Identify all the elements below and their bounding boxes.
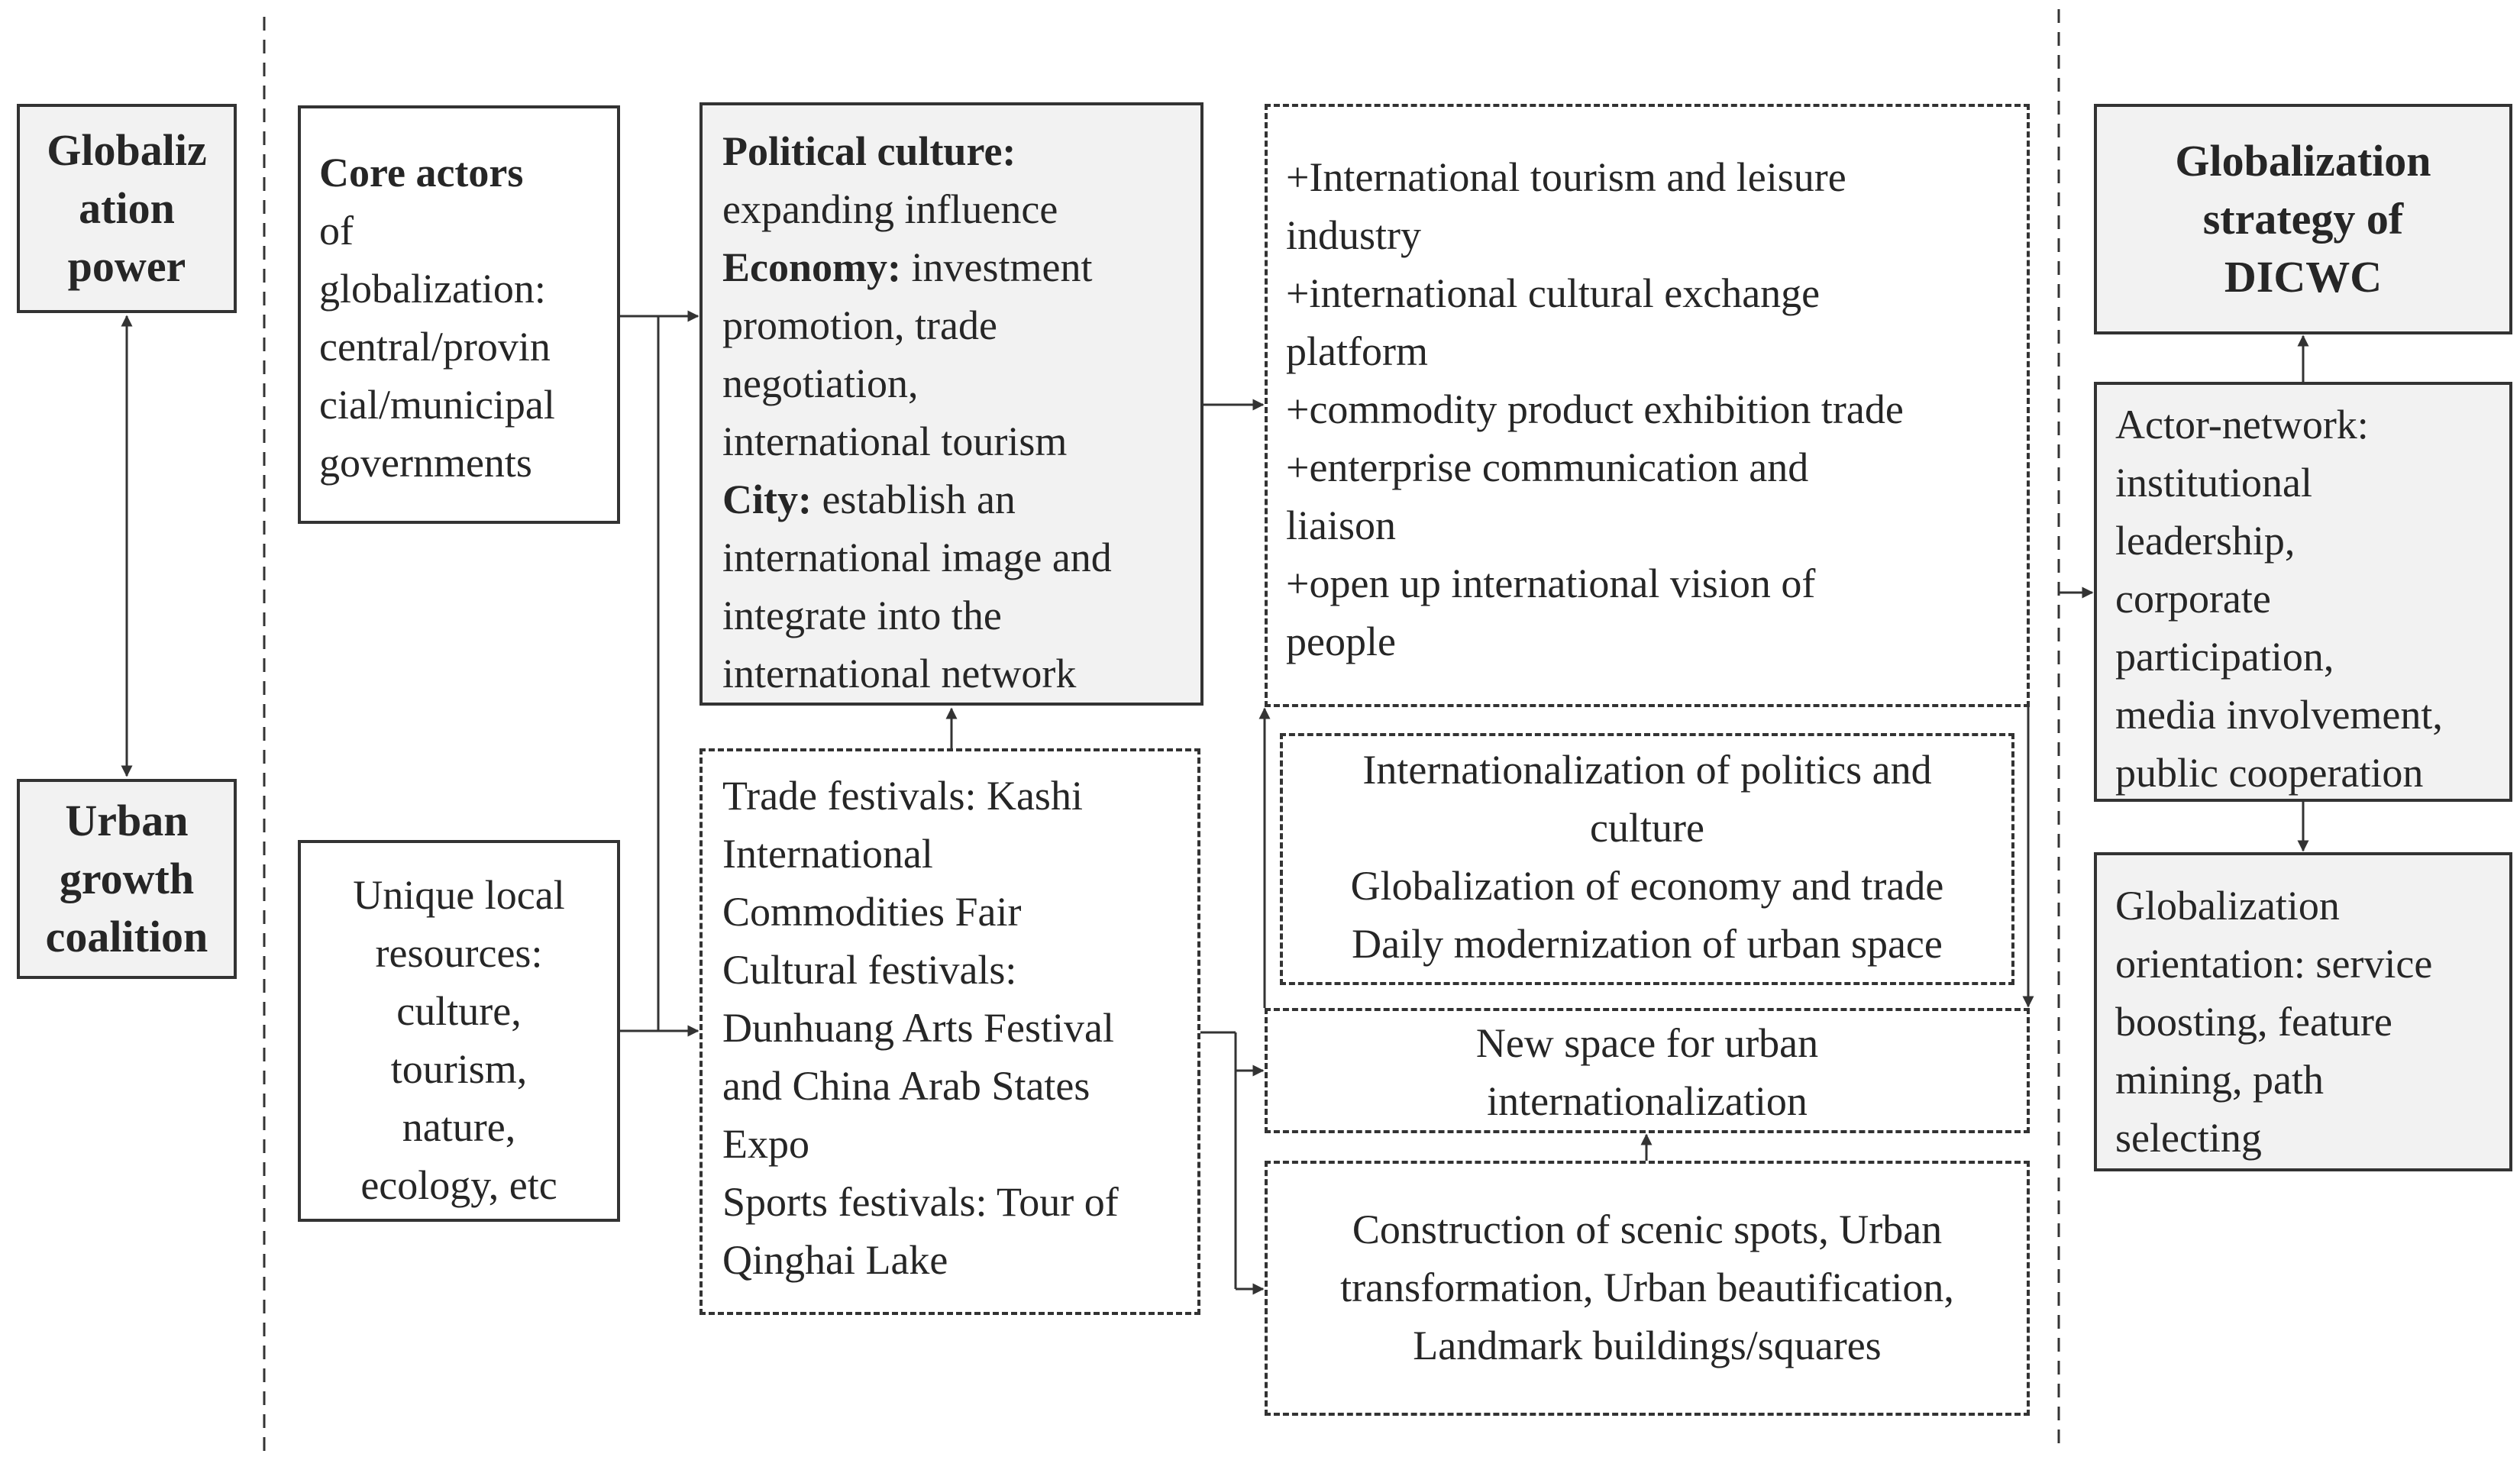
box-line: integrate into the bbox=[722, 593, 1002, 638]
box-line: leadership, bbox=[2115, 518, 2295, 564]
box-line: international network bbox=[722, 651, 1077, 696]
economy-label: Economy: bbox=[722, 244, 901, 290]
box-line: central/provin bbox=[319, 324, 551, 370]
box-line: +commodity product exhibition trade bbox=[1286, 386, 1904, 432]
box-line: Sports festivals: Tour of bbox=[722, 1179, 1119, 1225]
box-line: growth bbox=[59, 854, 195, 903]
box-line: culture bbox=[1590, 805, 1704, 851]
box-line: +International tourism and leisure bbox=[1286, 154, 1846, 200]
box-line: of bbox=[319, 208, 354, 254]
box-line: ation bbox=[79, 183, 175, 233]
box-line: culture, bbox=[396, 988, 522, 1034]
box-line: cial/municipal bbox=[319, 382, 555, 428]
box-line: New space for urban bbox=[1475, 1020, 1819, 1066]
box-line: promotion, trade bbox=[722, 302, 997, 348]
box-line: Globalization bbox=[2115, 883, 2340, 929]
box-line: tourism, bbox=[390, 1046, 528, 1092]
box-line: liaison bbox=[1286, 502, 1396, 548]
city-text: establish an bbox=[811, 477, 1016, 522]
box-line: industry bbox=[1286, 212, 1422, 258]
box-line: participation, bbox=[2115, 634, 2334, 680]
box-line: Landmark buildings/squares bbox=[1413, 1323, 1882, 1368]
box-line: Commodities Fair bbox=[722, 889, 1022, 935]
box-line: +international cultural exchange bbox=[1286, 270, 1821, 316]
box-line: International bbox=[722, 831, 933, 877]
box-line: Urban bbox=[65, 796, 189, 845]
economy-text: investment bbox=[900, 244, 1093, 290]
box-line: Trade festivals: Kashi bbox=[722, 773, 1083, 819]
city-label: City: bbox=[722, 477, 812, 522]
box-line: Globaliz bbox=[47, 125, 207, 175]
box-line: governments bbox=[319, 440, 532, 486]
box-line: orientation: service bbox=[2115, 941, 2433, 987]
box-line: boosting, feature bbox=[2115, 999, 2392, 1045]
box-line: Qinghai Lake bbox=[722, 1237, 948, 1283]
box-line: Daily modernization of urban space bbox=[1352, 921, 1943, 967]
box-line: Expo bbox=[722, 1121, 809, 1167]
box-line: institutional bbox=[2115, 460, 2313, 506]
box-line: platform bbox=[1286, 328, 1428, 374]
box-line: ecology, etc bbox=[360, 1162, 557, 1208]
political-culture-text: expanding influence bbox=[722, 186, 1058, 232]
box-line: Actor-network: bbox=[2115, 402, 2369, 447]
political-culture-label: Political culture: bbox=[722, 128, 1016, 174]
box-line: Cultural festivals: bbox=[722, 947, 1017, 993]
box-line: international image and bbox=[722, 535, 1112, 580]
box-line: Construction of scenic spots, Urban bbox=[1352, 1207, 1943, 1252]
box-line: +open up international vision of bbox=[1286, 561, 1816, 606]
box-line: DICWC bbox=[2224, 252, 2383, 302]
box-line: mining, path bbox=[2115, 1057, 2324, 1103]
box-line: globalization: bbox=[319, 266, 546, 312]
box-line: Dunhuang Arts Festival bbox=[722, 1005, 1114, 1051]
box-line: resources: bbox=[375, 930, 543, 976]
box-line: Internationalization of politics and bbox=[1362, 747, 1932, 793]
box-line: selecting bbox=[2115, 1115, 2262, 1161]
box-line: public cooperation bbox=[2115, 750, 2424, 796]
box-line: people bbox=[1286, 619, 1396, 664]
box-line: transformation, Urban beautification, bbox=[1340, 1265, 1954, 1310]
box-line: power bbox=[67, 241, 186, 291]
box-line: Core actors bbox=[319, 150, 524, 195]
box-line: negotiation, bbox=[722, 360, 919, 406]
box-line: coalition bbox=[45, 912, 208, 961]
box-line: strategy of bbox=[2202, 194, 2404, 244]
box-line: and China Arab States bbox=[722, 1063, 1090, 1109]
box-line: +enterprise communication and bbox=[1286, 444, 1809, 490]
box-line: international tourism bbox=[722, 418, 1068, 464]
box-line: nature, bbox=[402, 1104, 516, 1150]
box-line: Globalization of economy and trade bbox=[1350, 863, 1944, 909]
box-line: Unique local bbox=[353, 872, 565, 918]
box-line: Globalization bbox=[2175, 136, 2431, 186]
box-line: media involvement, bbox=[2115, 692, 2443, 738]
box-line: corporate bbox=[2115, 576, 2271, 622]
box-line: internationalization bbox=[1487, 1078, 1808, 1124]
